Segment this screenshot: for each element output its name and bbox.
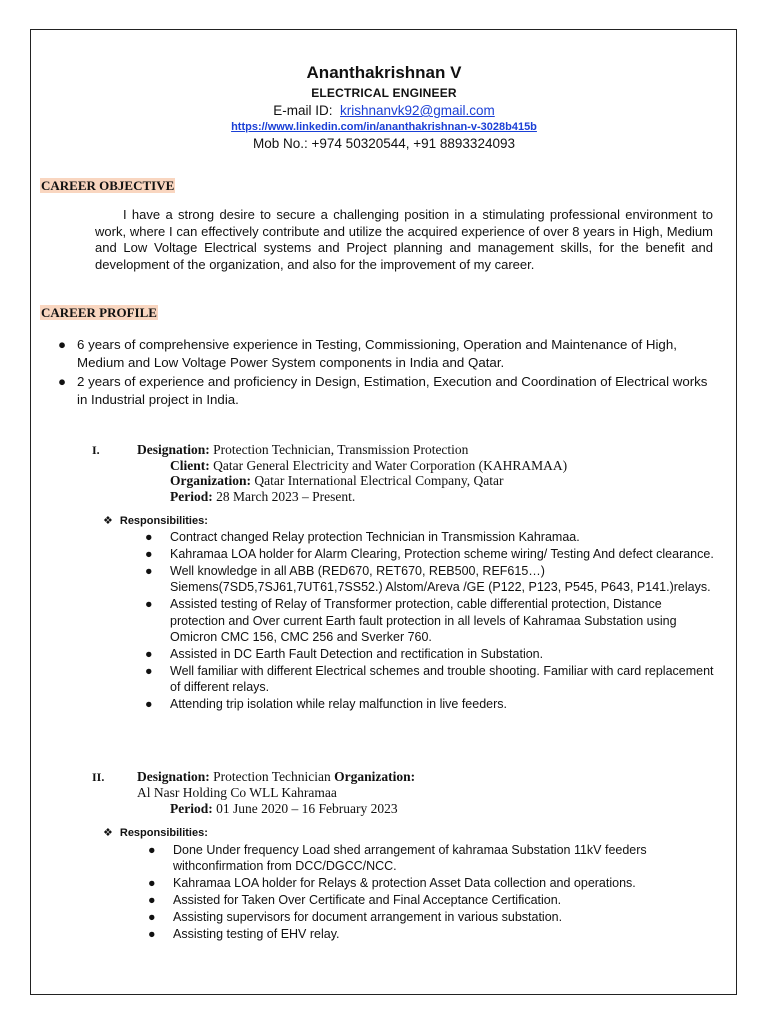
linkedin-link[interactable]: https://www.linkedin.com/in/ananthakrishnan-v-3028b415b bbox=[231, 121, 537, 133]
email-link[interactable]: krishnanvk92@gmail.com bbox=[340, 103, 495, 118]
email-line bbox=[0, 103, 768, 118]
list-item: ● Done Under frequency Load shed arrangement of kahramaa Substation 11kV feeders withconfirmation from DCC/DGCC/NCC. bbox=[148, 843, 647, 874]
job-numeral: II. bbox=[92, 770, 105, 784]
diamond-bullet-icon: ❖ bbox=[103, 827, 113, 839]
list-item: ● Kahramaa LOA holder for Relays & protection Asset Data collection and operations. bbox=[148, 876, 636, 891]
linkedin-line bbox=[0, 121, 768, 133]
list-item: ● Assisting testing of EHV relay. bbox=[148, 927, 340, 942]
bullet-icon: ● bbox=[145, 646, 153, 661]
diamond-bullet-icon: ❖ bbox=[103, 515, 113, 527]
career-profile-list bbox=[40, 336, 720, 410]
bullet-icon: ● bbox=[145, 530, 153, 544]
job-designation: Designation: Protection Technician Organization: bbox=[137, 769, 416, 784]
bullet-icon: ● bbox=[145, 597, 153, 612]
bullet-icon: ● bbox=[148, 927, 156, 942]
list-item: ● 6 years of comprehensive experience in Testing, Commissioning, Operation and Maintenance of High, Medium and Low Voltage Power System components in India and Qatar. bbox=[58, 337, 677, 370]
list-item: ● Assisted for Taken Over Certificate and Final Acceptance Certification. bbox=[148, 893, 562, 908]
candidate-name: Ananthakrishnan V bbox=[306, 63, 462, 82]
job-client: Client: Qatar General Electricity and Water Corporation (KAHRAMAA) bbox=[170, 458, 568, 473]
list-item: ● Assisted in DC Earth Fault Detection and rectification in Substation. bbox=[145, 646, 544, 661]
responsibilities-list bbox=[148, 842, 708, 943]
list-item: ● Well knowledge in all ABB (RED670, RET670, REB500, REF615…) Siemens(7SD5,7SJ61,7UT61,7SS52.) Alstom/Areva /GE (P122, P123, P545, P643, P141.)relays. bbox=[145, 563, 711, 595]
list-item: ● Assisted testing of Relay of Transformer protection, cable differential protection, Distance protection and Over current Earth fault protection in all levels of Kahramaa Substation using Omicron CMC 156, CMC 256 and Sverker 760. bbox=[145, 597, 677, 644]
bullet-icon: ● bbox=[145, 697, 153, 712]
job-title: ELECTRICAL ENGINEER bbox=[311, 86, 457, 100]
bullet-icon: ● bbox=[148, 893, 156, 908]
list-item: ● Kahramaa LOA holder for Alarm Clearing, Protection scheme wiring/ Testing And defect clearance. bbox=[145, 546, 714, 561]
job-designation: Designation: Protection Technician, Transmission Protection bbox=[137, 442, 469, 457]
bullet-icon: ● bbox=[58, 337, 67, 352]
career-profile-heading: CAREER PROFILE bbox=[41, 305, 157, 320]
list-item: ● Attending trip isolation while relay malfunction in live feeders. bbox=[145, 697, 507, 712]
job-numeral: I. bbox=[92, 443, 100, 457]
responsibilities-label: ❖ Responsibilities: bbox=[103, 515, 208, 527]
bullet-icon: ● bbox=[148, 876, 156, 891]
bullet-icon: ● bbox=[148, 843, 156, 857]
career-objective-text: I have a strong desire to secure a challenging position in a stimulating professional environment to work, where I can effectively contribute and utilize the acquired experience of over 8 years in High, Medium and Low Voltage Electrical systems and Project planning and management skills, for the benefit and development of the organization, and also for the improvement of my career. bbox=[95, 207, 713, 272]
responsibilities-label: ❖ Responsibilities: bbox=[103, 827, 208, 839]
bullet-icon: ● bbox=[145, 663, 153, 678]
bullet-icon: ● bbox=[145, 563, 153, 578]
email-label: E-mail ID: bbox=[273, 103, 333, 118]
bullet-icon: ● bbox=[58, 374, 67, 389]
list-item: ● 2 years of experience and proficiency in Design, Estimation, Execution and Coordination of Electrical works in Industrial project in India. bbox=[58, 374, 708, 407]
career-objective-heading: CAREER OBJECTIVE bbox=[41, 178, 175, 193]
mobile-number: Mob No.: +974 50320544, +91 8893324093 bbox=[253, 136, 515, 151]
bullet-icon: ● bbox=[145, 546, 153, 561]
list-item: ● Contract changed Relay protection Technician in Transmission Kahramaa. bbox=[145, 530, 580, 544]
job-period: Period: 01 June 2020 – 16 February 2023 bbox=[170, 801, 398, 816]
responsibilities-list bbox=[145, 529, 715, 713]
job-organization: Al Nasr Holding Co WLL Kahramaa bbox=[137, 785, 337, 800]
list-item: ● Assisting supervisors for document arrangement in various substation. bbox=[148, 910, 563, 925]
job-organization: Organization: Qatar International Electrical Company, Qatar bbox=[170, 473, 504, 488]
job-period: Period: 28 March 2023 – Present. bbox=[170, 489, 356, 504]
list-item: ● Well familiar with different Electrical schemes and trouble shooting. Familiar with card replacement of different relays. bbox=[145, 663, 714, 695]
bullet-icon: ● bbox=[148, 910, 156, 925]
